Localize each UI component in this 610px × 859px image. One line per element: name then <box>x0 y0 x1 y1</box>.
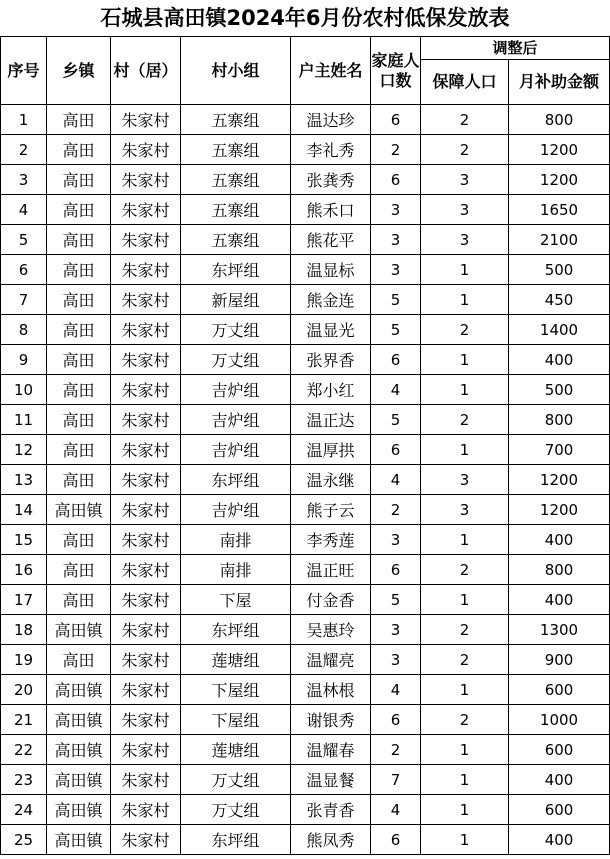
cell-insured-count: 3 <box>421 195 509 225</box>
cell-group: 下屋组 <box>181 675 291 705</box>
header-adjusted: 调整后 <box>421 37 610 60</box>
cell-town: 高田镇 <box>47 825 111 855</box>
cell-monthly-amount: 1300 <box>509 615 610 645</box>
cell-town: 高田镇 <box>47 705 111 735</box>
cell-insured-count: 2 <box>421 315 509 345</box>
cell-family-size: 6 <box>371 165 421 195</box>
cell-head-name: 熊金连 <box>291 285 371 315</box>
cell-seq: 8 <box>1 315 47 345</box>
cell-family-size: 2 <box>371 135 421 165</box>
cell-monthly-amount: 400 <box>509 765 610 795</box>
cell-head-name: 熊子云 <box>291 495 371 525</box>
cell-group: 南排 <box>181 555 291 585</box>
table-row <box>1 675 610 705</box>
table-row <box>1 105 610 135</box>
cell-family-size: 6 <box>371 555 421 585</box>
cell-head-name: 温耀亮 <box>291 645 371 675</box>
cell-village: 朱家村 <box>111 165 181 195</box>
cell-seq: 10 <box>1 375 47 405</box>
cell-monthly-amount: 900 <box>509 645 610 675</box>
cell-family-size: 4 <box>371 375 421 405</box>
cell-seq: 19 <box>1 645 47 675</box>
cell-village: 朱家村 <box>111 135 181 165</box>
cell-town: 高田镇 <box>47 495 111 525</box>
cell-monthly-amount: 400 <box>509 585 610 615</box>
cell-insured-count: 1 <box>421 345 509 375</box>
cell-family-size: 5 <box>371 315 421 345</box>
cell-town: 高田 <box>47 555 111 585</box>
cell-head-name: 温达珍 <box>291 105 371 135</box>
header-group: 村小组 <box>181 37 291 105</box>
cell-family-size: 6 <box>371 105 421 135</box>
cell-town: 高田 <box>47 345 111 375</box>
cell-seq: 3 <box>1 165 47 195</box>
cell-insured-count: 1 <box>421 675 509 705</box>
cell-monthly-amount: 600 <box>509 675 610 705</box>
cell-seq: 14 <box>1 495 47 525</box>
cell-insured-count: 1 <box>421 375 509 405</box>
cell-town: 高田 <box>47 315 111 345</box>
cell-village: 朱家村 <box>111 825 181 855</box>
table-row <box>1 765 610 795</box>
cell-head-name: 温显餐 <box>291 765 371 795</box>
header-head: 户主姓名 <box>291 37 371 105</box>
cell-group: 五寨组 <box>181 165 291 195</box>
cell-family-size: 3 <box>371 195 421 225</box>
cell-insured-count: 2 <box>421 555 509 585</box>
cell-village: 朱家村 <box>111 675 181 705</box>
cell-group: 东坪组 <box>181 255 291 285</box>
cell-group: 五寨组 <box>181 105 291 135</box>
table-row <box>1 525 610 555</box>
table-row <box>1 795 610 825</box>
cell-head-name: 温正旺 <box>291 555 371 585</box>
cell-head-name: 张界香 <box>291 345 371 375</box>
cell-head-name: 张青香 <box>291 795 371 825</box>
cell-monthly-amount: 600 <box>509 795 610 825</box>
cell-group: 吉炉组 <box>181 435 291 465</box>
cell-village: 朱家村 <box>111 315 181 345</box>
cell-group: 东坪组 <box>181 465 291 495</box>
cell-insured-count: 3 <box>421 165 509 195</box>
cell-family-size: 4 <box>371 795 421 825</box>
table-row <box>1 465 610 495</box>
table-row <box>1 255 610 285</box>
cell-head-name: 温显光 <box>291 315 371 345</box>
table-row <box>1 495 610 525</box>
cell-insured-count: 2 <box>421 405 509 435</box>
cell-seq: 24 <box>1 795 47 825</box>
cell-village: 朱家村 <box>111 765 181 795</box>
cell-village: 朱家村 <box>111 105 181 135</box>
header-family: 家庭人口数 <box>371 37 421 105</box>
cell-head-name: 张龚秀 <box>291 165 371 195</box>
cell-family-size: 2 <box>371 735 421 765</box>
cell-seq: 7 <box>1 285 47 315</box>
cell-family-size: 5 <box>371 405 421 435</box>
cell-seq: 1 <box>1 105 47 135</box>
cell-group: 东坪组 <box>181 615 291 645</box>
cell-village: 朱家村 <box>111 645 181 675</box>
cell-insured-count: 2 <box>421 705 509 735</box>
table-row <box>1 135 610 165</box>
cell-family-size: 6 <box>371 705 421 735</box>
cell-monthly-amount: 1400 <box>509 315 610 345</box>
header-insured: 保障人口 <box>421 60 509 105</box>
cell-seq: 2 <box>1 135 47 165</box>
cell-town: 高田 <box>47 645 111 675</box>
cell-monthly-amount: 400 <box>509 525 610 555</box>
cell-head-name: 熊凤秀 <box>291 825 371 855</box>
allowance-table <box>0 36 610 855</box>
table-row <box>1 615 610 645</box>
cell-town: 高田镇 <box>47 735 111 765</box>
cell-seq: 15 <box>1 525 47 555</box>
cell-seq: 11 <box>1 405 47 435</box>
cell-family-size: 4 <box>371 465 421 495</box>
table-row <box>1 585 610 615</box>
cell-group: 万丈组 <box>181 795 291 825</box>
cell-village: 朱家村 <box>111 705 181 735</box>
table-body <box>1 105 610 855</box>
cell-monthly-amount: 1200 <box>509 165 610 195</box>
cell-head-name: 谢银秀 <box>291 705 371 735</box>
cell-family-size: 3 <box>371 255 421 285</box>
cell-family-size: 6 <box>371 435 421 465</box>
cell-town: 高田镇 <box>47 675 111 705</box>
cell-town: 高田 <box>47 165 111 195</box>
header-amount: 月补助金额 <box>509 60 610 105</box>
cell-village: 朱家村 <box>111 465 181 495</box>
cell-monthly-amount: 800 <box>509 405 610 435</box>
cell-group: 五寨组 <box>181 225 291 255</box>
header-row-1 <box>1 37 610 60</box>
cell-village: 朱家村 <box>111 495 181 525</box>
cell-village: 朱家村 <box>111 375 181 405</box>
cell-town: 高田 <box>47 285 111 315</box>
cell-group: 南排 <box>181 525 291 555</box>
cell-insured-count: 1 <box>421 735 509 765</box>
cell-monthly-amount: 1200 <box>509 465 610 495</box>
cell-monthly-amount: 800 <box>509 105 610 135</box>
table-row <box>1 645 610 675</box>
cell-village: 朱家村 <box>111 795 181 825</box>
cell-seq: 23 <box>1 765 47 795</box>
cell-group: 吉炉组 <box>181 495 291 525</box>
cell-town: 高田 <box>47 225 111 255</box>
table-row <box>1 195 610 225</box>
cell-family-size: 3 <box>371 225 421 255</box>
table-row <box>1 735 610 765</box>
cell-family-size: 2 <box>371 495 421 525</box>
cell-seq: 17 <box>1 585 47 615</box>
cell-town: 高田 <box>47 255 111 285</box>
cell-town: 高田 <box>47 525 111 555</box>
cell-head-name: 熊禾口 <box>291 195 371 225</box>
cell-monthly-amount: 500 <box>509 255 610 285</box>
cell-group: 下屋组 <box>181 705 291 735</box>
cell-monthly-amount: 800 <box>509 555 610 585</box>
cell-village: 朱家村 <box>111 255 181 285</box>
cell-monthly-amount: 700 <box>509 435 610 465</box>
table-row <box>1 285 610 315</box>
cell-head-name: 郑小红 <box>291 375 371 405</box>
cell-insured-count: 1 <box>421 825 509 855</box>
cell-group: 莲塘组 <box>181 645 291 675</box>
table-row <box>1 225 610 255</box>
cell-head-name: 温永继 <box>291 465 371 495</box>
cell-monthly-amount: 1000 <box>509 705 610 735</box>
cell-village: 朱家村 <box>111 345 181 375</box>
cell-group: 万丈组 <box>181 315 291 345</box>
cell-insured-count: 1 <box>421 525 509 555</box>
cell-village: 朱家村 <box>111 195 181 225</box>
cell-seq: 20 <box>1 675 47 705</box>
cell-monthly-amount: 1200 <box>509 135 610 165</box>
cell-village: 朱家村 <box>111 555 181 585</box>
table-row <box>1 375 610 405</box>
cell-town: 高田 <box>47 135 111 165</box>
cell-insured-count: 2 <box>421 615 509 645</box>
cell-insured-count: 2 <box>421 105 509 135</box>
cell-seq: 21 <box>1 705 47 735</box>
table-row <box>1 705 610 735</box>
cell-family-size: 3 <box>371 525 421 555</box>
table-row <box>1 165 610 195</box>
cell-head-name: 熊花平 <box>291 225 371 255</box>
cell-group: 五寨组 <box>181 135 291 165</box>
table-row <box>1 825 610 855</box>
table-row <box>1 555 610 585</box>
cell-monthly-amount: 400 <box>509 825 610 855</box>
cell-village: 朱家村 <box>111 615 181 645</box>
cell-town: 高田 <box>47 585 111 615</box>
cell-town: 高田 <box>47 195 111 225</box>
cell-family-size: 3 <box>371 645 421 675</box>
cell-group: 万丈组 <box>181 765 291 795</box>
cell-group: 东坪组 <box>181 825 291 855</box>
table-row <box>1 435 610 465</box>
table-row <box>1 345 610 375</box>
cell-insured-count: 1 <box>421 285 509 315</box>
cell-village: 朱家村 <box>111 435 181 465</box>
cell-monthly-amount: 450 <box>509 285 610 315</box>
cell-seq: 4 <box>1 195 47 225</box>
cell-insured-count: 1 <box>421 765 509 795</box>
cell-insured-count: 1 <box>421 255 509 285</box>
cell-village: 朱家村 <box>111 405 181 435</box>
header-town: 乡镇 <box>47 37 111 105</box>
cell-insured-count: 2 <box>421 135 509 165</box>
cell-group: 五寨组 <box>181 195 291 225</box>
cell-family-size: 5 <box>371 585 421 615</box>
cell-monthly-amount: 2100 <box>509 225 610 255</box>
cell-group: 吉炉组 <box>181 405 291 435</box>
cell-town: 高田 <box>47 465 111 495</box>
cell-head-name: 付金香 <box>291 585 371 615</box>
page-title: 石城县高田镇2024年6月份农村低保发放表 <box>100 6 510 30</box>
cell-group: 吉炉组 <box>181 375 291 405</box>
cell-town: 高田镇 <box>47 795 111 825</box>
cell-head-name: 李礼秀 <box>291 135 371 165</box>
cell-village: 朱家村 <box>111 525 181 555</box>
cell-group: 下屋 <box>181 585 291 615</box>
cell-town: 高田镇 <box>47 615 111 645</box>
cell-town: 高田 <box>47 405 111 435</box>
cell-family-size: 6 <box>371 345 421 375</box>
table-row <box>1 315 610 345</box>
cell-insured-count: 3 <box>421 465 509 495</box>
cell-head-name: 温耀春 <box>291 735 371 765</box>
cell-family-size: 3 <box>371 615 421 645</box>
cell-insured-count: 1 <box>421 585 509 615</box>
cell-seq: 5 <box>1 225 47 255</box>
cell-monthly-amount: 1650 <box>509 195 610 225</box>
table-row <box>1 405 610 435</box>
cell-group: 莲塘组 <box>181 735 291 765</box>
cell-town: 高田 <box>47 375 111 405</box>
cell-group: 万丈组 <box>181 345 291 375</box>
cell-head-name: 温林根 <box>291 675 371 705</box>
cell-insured-count: 1 <box>421 795 509 825</box>
cell-village: 朱家村 <box>111 735 181 765</box>
cell-village: 朱家村 <box>111 585 181 615</box>
cell-insured-count: 3 <box>421 225 509 255</box>
cell-town: 高田 <box>47 105 111 135</box>
cell-family-size: 6 <box>371 825 421 855</box>
cell-group: 新屋组 <box>181 285 291 315</box>
cell-village: 朱家村 <box>111 285 181 315</box>
cell-insured-count: 3 <box>421 495 509 525</box>
cell-monthly-amount: 1200 <box>509 495 610 525</box>
cell-town: 高田镇 <box>47 765 111 795</box>
cell-monthly-amount: 600 <box>509 735 610 765</box>
header-seq: 序号 <box>1 37 47 105</box>
cell-seq: 13 <box>1 465 47 495</box>
cell-family-size: 5 <box>371 285 421 315</box>
header-village: 村（居） <box>111 37 181 105</box>
cell-seq: 18 <box>1 615 47 645</box>
cell-seq: 6 <box>1 255 47 285</box>
cell-monthly-amount: 400 <box>509 345 610 375</box>
cell-insured-count: 2 <box>421 645 509 675</box>
cell-family-size: 7 <box>371 765 421 795</box>
cell-seq: 12 <box>1 435 47 465</box>
cell-seq: 25 <box>1 825 47 855</box>
cell-seq: 22 <box>1 735 47 765</box>
cell-head-name: 温显标 <box>291 255 371 285</box>
cell-monthly-amount: 500 <box>509 375 610 405</box>
cell-town: 高田 <box>47 435 111 465</box>
cell-head-name: 温厚拱 <box>291 435 371 465</box>
cell-head-name: 温正达 <box>291 405 371 435</box>
cell-head-name: 李秀莲 <box>291 525 371 555</box>
cell-insured-count: 1 <box>421 435 509 465</box>
cell-seq: 9 <box>1 345 47 375</box>
cell-village: 朱家村 <box>111 225 181 255</box>
cell-family-size: 4 <box>371 675 421 705</box>
cell-head-name: 吴惠玲 <box>291 615 371 645</box>
cell-seq: 16 <box>1 555 47 585</box>
